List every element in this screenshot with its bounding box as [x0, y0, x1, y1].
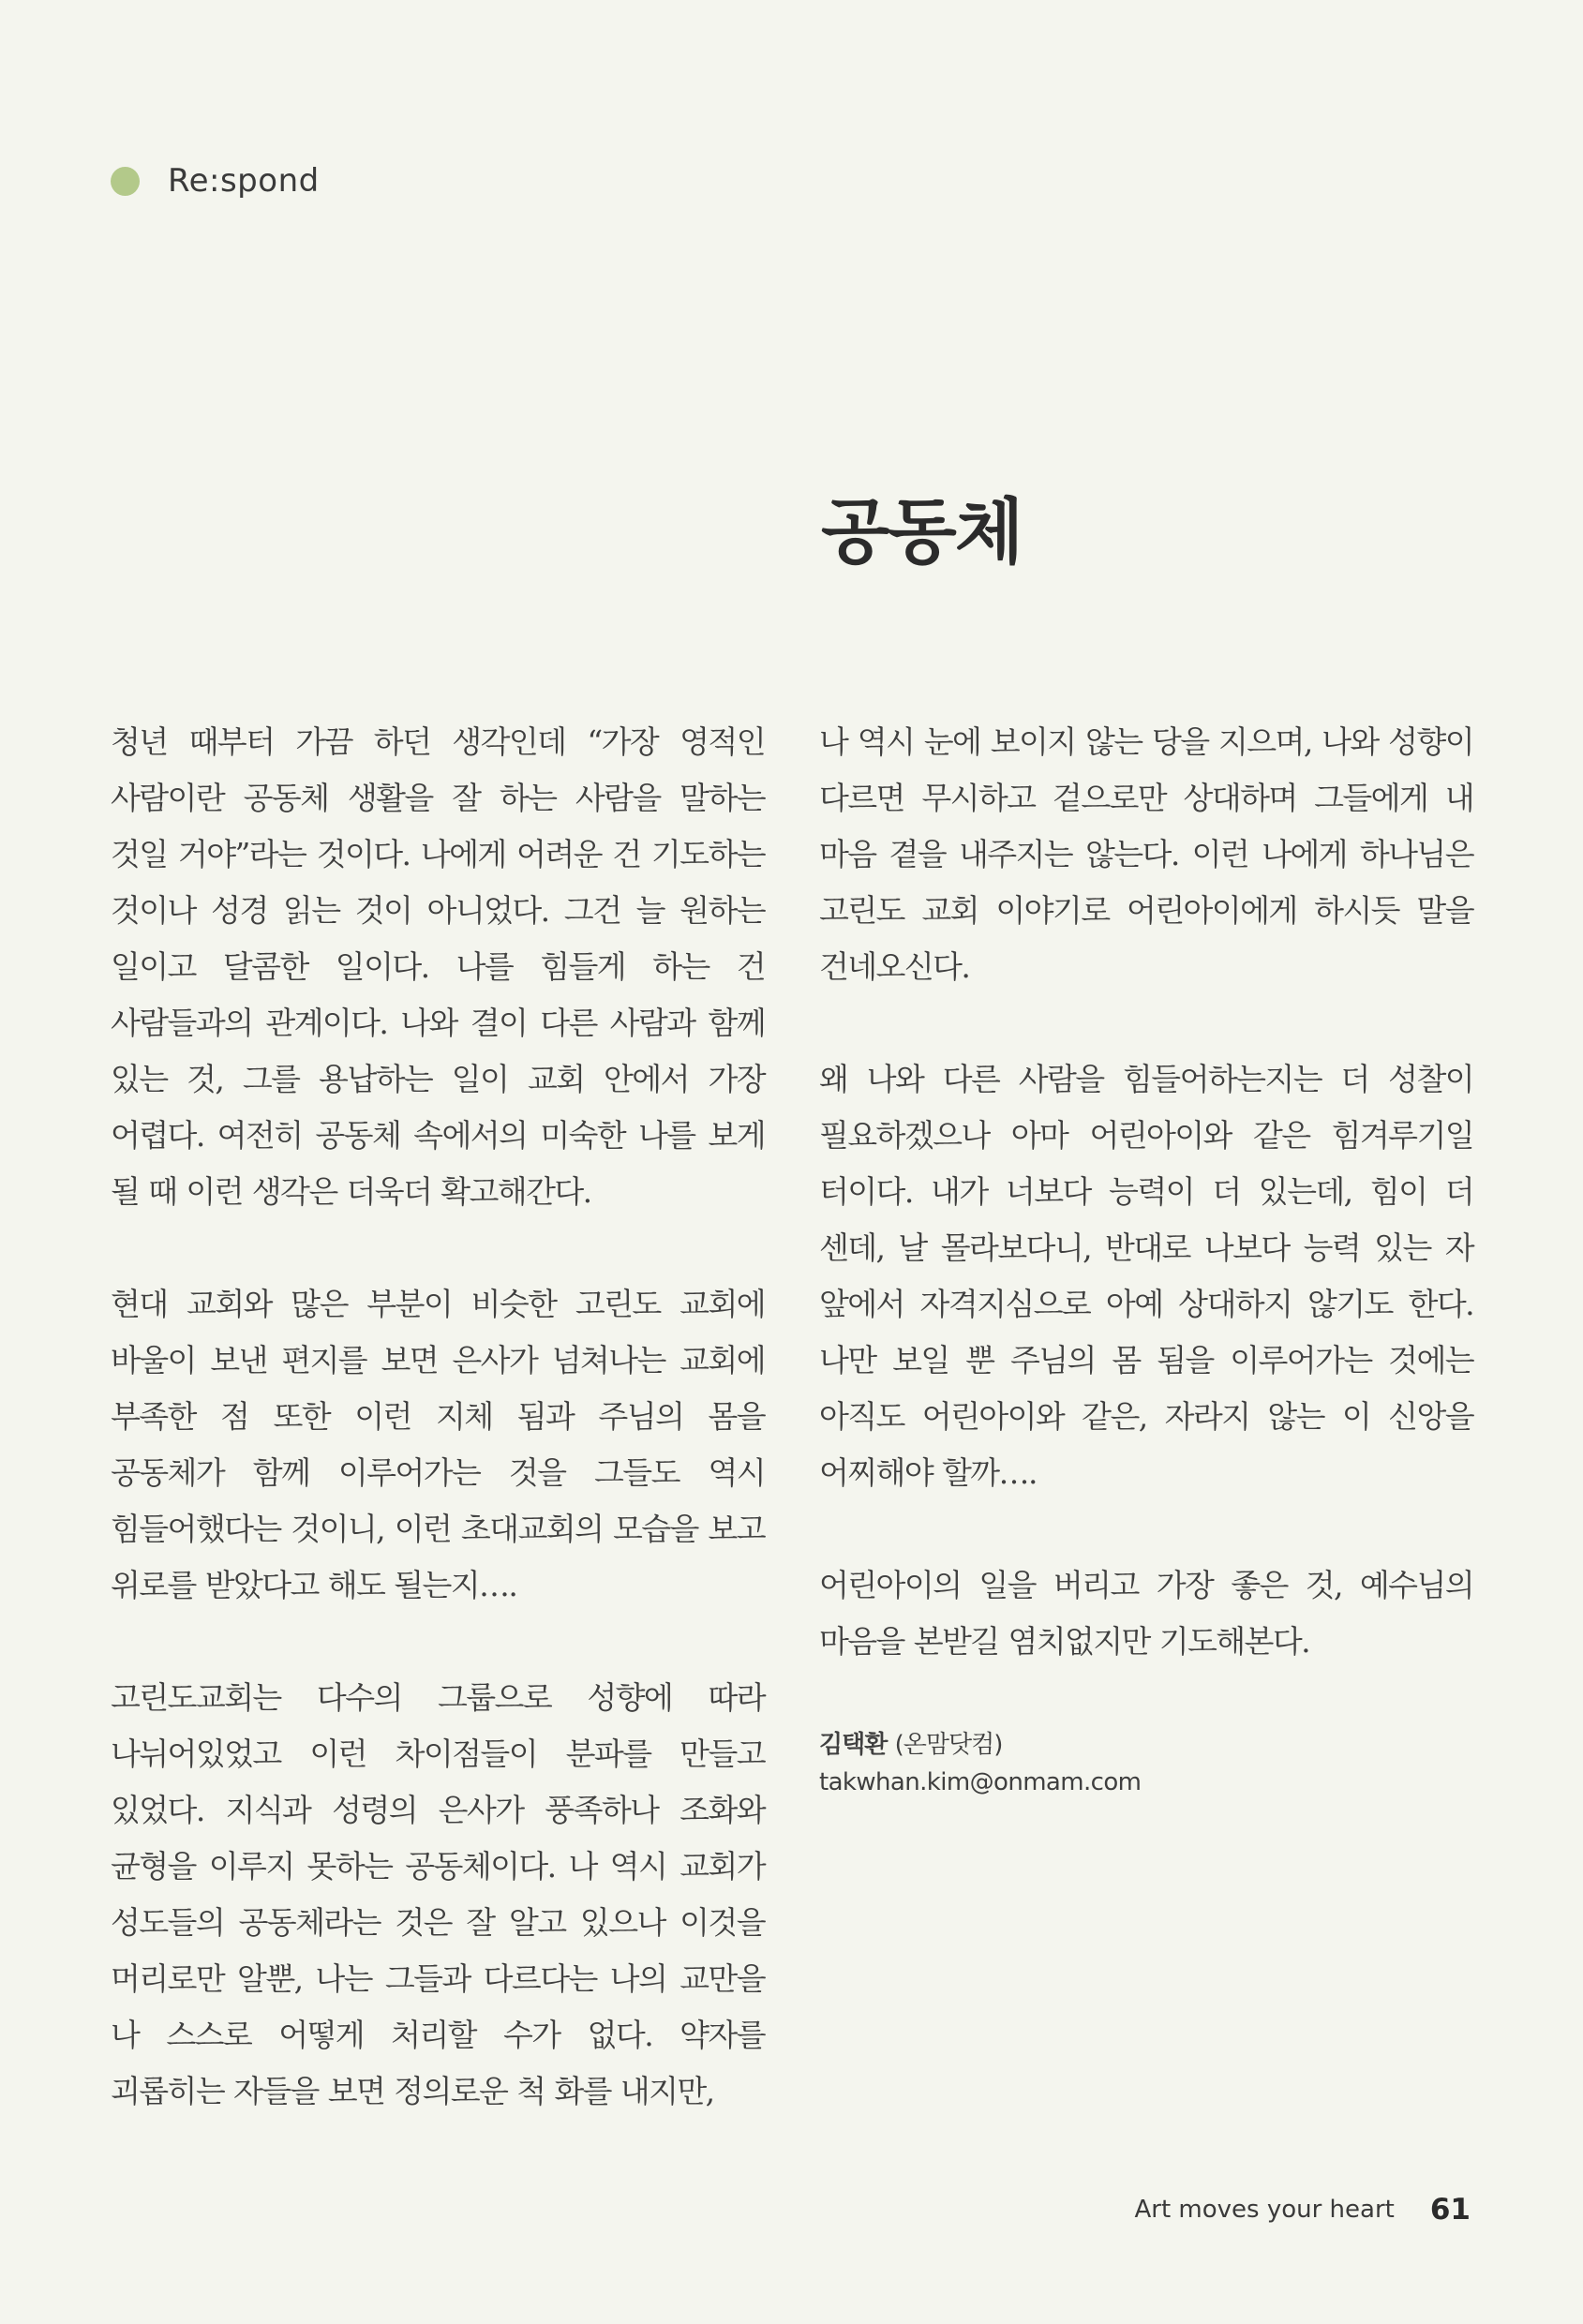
author-byline — [819, 1726, 1473, 1801]
author-affiliation: (온맘닷컴) — [894, 1731, 1003, 1759]
footer-tagline: Art moves your heart — [1134, 2196, 1395, 2224]
article-title: 공동체 — [821, 490, 1023, 574]
article-paragraph: 청년 때부터 가끔 하던 생각인데 “가장 영적인 사람이란 공동체 생활을 잘 하는 사람을 말하는 것일 거야”라는 것이다. 나에게 어려운 건 기도하는 것이나 성경 읽는 것이 아니었다. 그건 늘 원하는 일이고 달콤한 일이다. 나를 힘들게 하는 건 사람들과의 관계이다. 나와 결이 다른 사람과 함께 있는 것, 그를 용납하는 일이 교회 안에서 가장 어렵다. 여전히 공동체 속에서의 미숙한 나를 보게 될 때 이런 생각은 더욱더 확고해간다. — [111, 723, 765, 1210]
article-paragraph: 나 역시 눈에 보이지 않는 당을 지으며, 나와 성향이 다르면 무시하고 겉으로만 상대하며 그들에게 내 마음 곁을 내주지는 않는다. 이런 나에게 하나님은 고린도 교회 이야기로 어린아이에게 하시듯 말을 건네오신다. — [819, 723, 1473, 985]
article-paragraph: 왜 나와 다른 사람을 힘들어하는지는 더 성찰이 필요하겠으나 아마 어린아이와 같은 힘겨루기일 터이다. 내가 너보다 능력이 더 있는데, 힘이 더 센데, 날 몰라보다니, 반대로 나보다 능력 있는 자 앞에서 자격지심으로 아예 상대하지 않기도 한다. 나만 보일 뿐 주님의 몸 됨을 이루어가는 것에는 아직도 어린아이와 같은, 자라지 않는 이 신앙을 어찌해야 할까…. — [819, 1061, 1473, 1491]
article-paragraph: 현대 교회와 많은 부분이 비슷한 고린도 교회에 바울이 보낸 편지를 보면 은사가 넘쳐나는 교회에 부족한 점 또한 이런 지체 됨과 주님의 몸을 공동체가 함께 이루어가는 것을 그들도 역시 힘들어했다는 것이니, 이런 초대교회의 모습을 보고 위로를 받았다고 해도 될는지…. — [111, 1286, 765, 1603]
page-number: 61 — [1429, 2193, 1471, 2227]
author-name: 김택환 — [819, 1731, 888, 1759]
article-right-column — [819, 714, 1473, 1801]
author-email: takwhan.kim@onmam.com — [819, 1768, 1142, 1796]
section-label — [111, 157, 320, 204]
page-footer — [1134, 2193, 1471, 2227]
article-paragraph: 어린아이의 일을 버리고 가장 좋은 것, 예수님의 마음을 본받길 염치없지만 기도해본다. — [819, 1567, 1473, 1660]
section-bullet-dot — [111, 167, 140, 196]
article-left-column — [111, 714, 765, 2176]
section-label-text: Re:spond — [168, 162, 320, 200]
article-paragraph: 고린도교회는 다수의 그룹으로 성향에 따라 나뉘어있었고 이런 차이점들이 분파를 만들고 있었다. 지식과 성령의 은사가 풍족하나 조화와 균형을 이루지 못하는 공동체이다. 나 역시 교회가 성도들의 공동체라는 것은 잘 알고 있으나 이것을 머리로만 알뿐, 나는 그들과 다르다는 나의 교만을 나 스스로 어떻게 처리할 수가 없다. 약자를 괴롭히는 자들을 보면 정의로운 척 화를 내지만, — [111, 1679, 765, 2109]
